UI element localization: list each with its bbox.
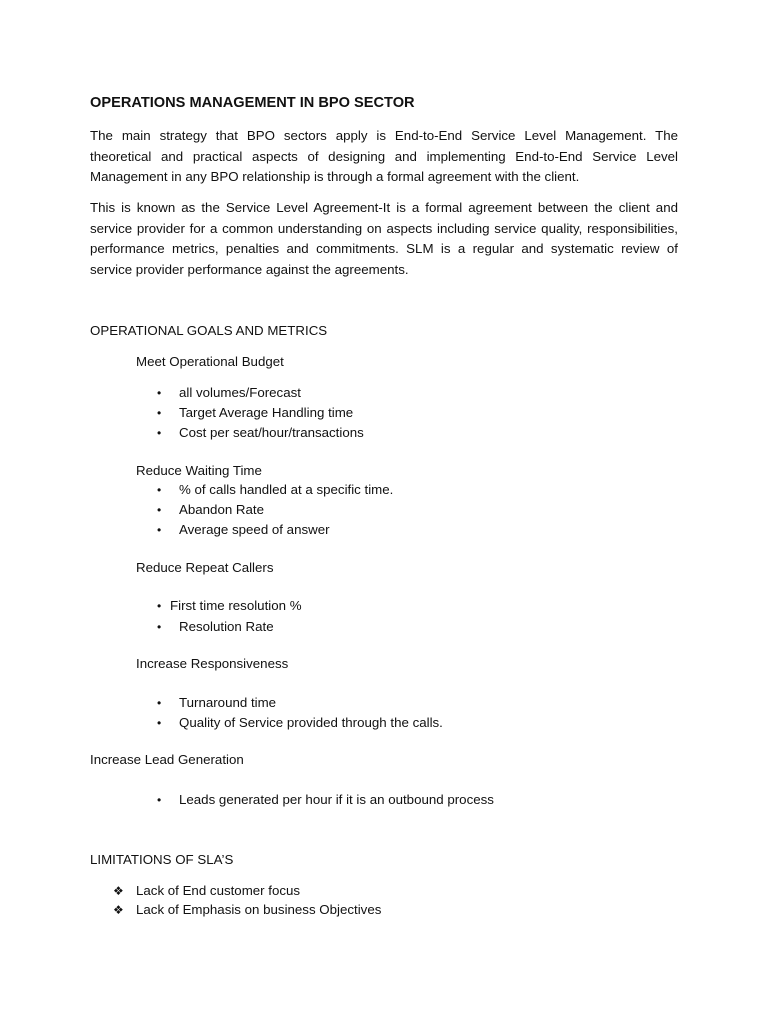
group-label: Meet Operational Budget bbox=[136, 354, 284, 369]
list-item: Turnaround time bbox=[179, 695, 277, 710]
group-label: Increase Responsiveness bbox=[136, 656, 289, 671]
bullet-icon: • bbox=[157, 523, 162, 537]
bullet-icon: • bbox=[157, 386, 162, 400]
limitations-heading: LIMITATIONS OF SLA’S bbox=[90, 852, 234, 867]
list-item: Target Average Handling time bbox=[179, 405, 354, 420]
list-item: Resolution Rate bbox=[179, 619, 274, 634]
document-title: OPERATIONS MANAGEMENT IN BPO SECTOR bbox=[90, 95, 415, 111]
list-item: all volumes/Forecast bbox=[179, 385, 301, 400]
paragraph-1: The main strategy that BPO sectors apply is End-to-End Service Level Management. The theoretical and practical aspects of designing and implementing End-to-End Service Level Management in any BPO relationship is through a formal agreement with the client. bbox=[90, 128, 678, 185]
list-item: Leads generated per hour if it is an outbound process bbox=[179, 792, 494, 807]
list-item: First time resolution % bbox=[170, 598, 302, 613]
bullet-icon: • bbox=[157, 620, 162, 634]
limitation-item: Lack of End customer focus bbox=[136, 883, 301, 898]
bullet-icon: • bbox=[157, 426, 162, 440]
diamond-bullet-icon: ❖ bbox=[113, 903, 124, 917]
list-item: Cost per seat/hour/transactions bbox=[179, 425, 364, 440]
diamond-bullet-icon: ❖ bbox=[113, 884, 124, 898]
list-item: % of calls handled at a specific time. bbox=[179, 482, 394, 497]
list-item: Abandon Rate bbox=[179, 502, 265, 517]
list-item: Quality of Service provided through the calls. bbox=[179, 715, 443, 730]
group-label: Increase Lead Generation bbox=[90, 752, 244, 767]
bullet-icon: • bbox=[157, 483, 162, 497]
paragraph-2: This is known as the Service Level Agreement-It is a formal agreement between the client and service provider for a common understanding on aspects including service quality, responsibilities, performance metrics, penalties and commitments. SLM is a regular and systematic review of service provider performance against the agreements. bbox=[90, 200, 678, 278]
group-label: Reduce Repeat Callers bbox=[136, 560, 274, 575]
bullet-icon: • bbox=[157, 793, 162, 807]
goals-heading: OPERATIONAL GOALS AND METRICS bbox=[90, 323, 328, 338]
list-item: Average speed of answer bbox=[179, 522, 330, 537]
bullet-icon: • bbox=[157, 599, 162, 613]
group-label: Reduce Waiting Time bbox=[136, 463, 262, 478]
bullet-icon: • bbox=[157, 406, 162, 420]
bullet-icon: • bbox=[157, 716, 162, 730]
bullet-icon: • bbox=[157, 696, 162, 710]
limitation-item: Lack of Emphasis on business Objectives bbox=[136, 902, 382, 917]
bullet-icon: • bbox=[157, 503, 162, 517]
